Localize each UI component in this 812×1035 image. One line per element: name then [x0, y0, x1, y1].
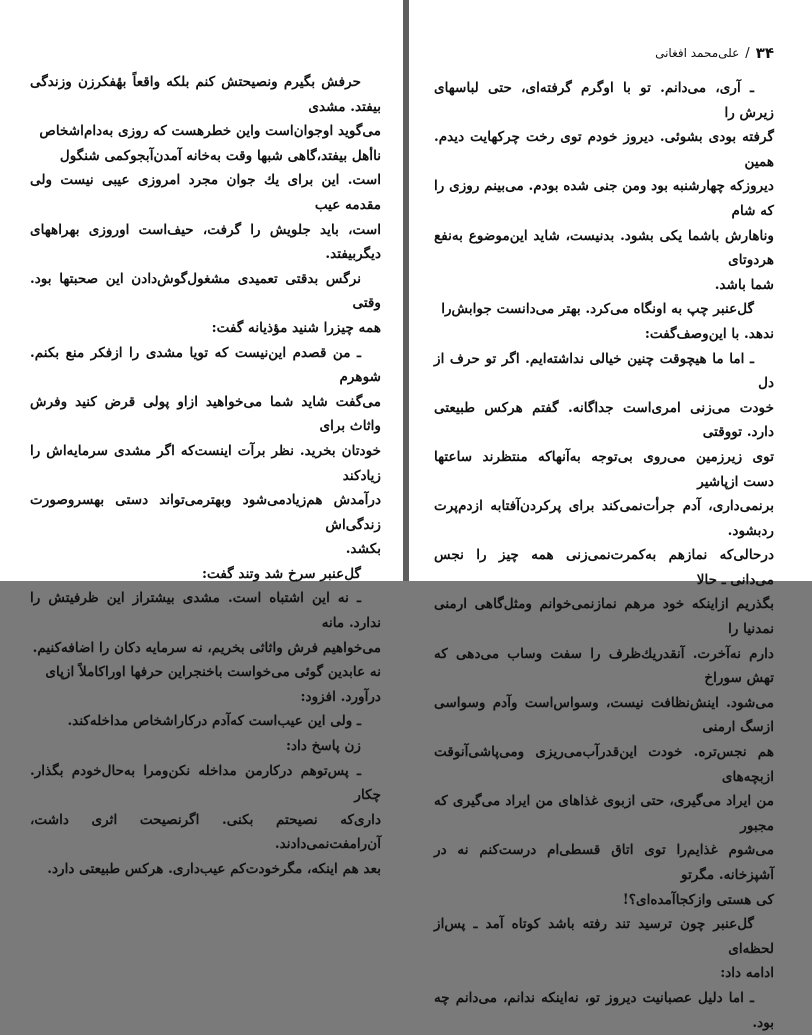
paragraph: گل‌عنبر چون ترسید تند رفته باشد کوتاه آمد ـ پس‌از لحظه‌ای ادامه داد: [434, 916, 774, 982]
left-page-text [30, 70, 381, 882]
header-separator: / [745, 45, 750, 61]
paragraph: حرفش بگیرم ونصیحتش کنم بلکه واقعاً بهٔفکرزن وزندگی بیفتد. مشدی می‌گوید اوجوان‌است واین خطرهست که روزی به‌دام‌اشخاص ناأهل بیفتد،گاهی شبها وقت به‌خانه آمدن‌آبجوکمی شنگول است. این برای یك جوان مجرد امروزی عیبی نیست ولی مقدمه عیب است، باید جلویش را گرفت، حیف‌است اوروزی بهراههای دیگربیفتد. [30, 74, 381, 263]
left-page [0, 0, 403, 877]
paragraph: ـ ولی این عیب‌است که‌آدم درکاراشخاص مداخله‌کند. [67, 713, 361, 730]
paragraph: نرگس بدقتی تعمیدی مشغول‌گوش‌دادن این صحبتها بود. وقتی همه چیزرا شنید مؤذیانه گفت: [30, 270, 381, 336]
author-name: علی‌محمد افغانی [655, 46, 740, 60]
page-number: ۳۴ [755, 44, 774, 62]
paragraph: گل‌عنبر سرخ شد وتند گفت: [201, 565, 361, 582]
paragraph: گل‌عنبر چپ به اونگاه می‌کرد. بهتر می‌دانست جوابش‌را ندهد. با این‌وصف‌گفت: [441, 301, 774, 342]
right-page [409, 0, 812, 1031]
right-page-text [434, 76, 774, 1035]
paragraph: ـ اما دلیل عصبانیت دیروز تو، نه‌اینکه ندانم، می‌دانم چه بود. [434, 989, 774, 1031]
paragraph: ـ پس‌توهم درکارمن مداخله نکن‌ومرا به‌حال‌خودم بگذار. چکار داری‌که نصیحتم بکنی. اگرنصیحت اثری داشت، آن‌رامفت‌نمی‌دادند. بعد هم اینکه، مگرخودت‌کم عیب‌داری. هرکس طبیعتی دارد. [30, 762, 381, 877]
running-header [434, 44, 774, 62]
paragraph: ـ اما ما هیچوقت چنین خیالی نداشته‌ایم. اگر تو حرف از دل خودت می‌زنی امری‌است جداگانه. گفتم هرکس طبیعتی دارد. تووقتی توی زیرزمین می‌روی بی‌توجه به‌آنهاکه منتظرند ساعتها دست ازپاشیر برنمی‌داری، آدم جرأت‌نمی‌کند برای پرکردن‌آفتابه ازدم‌پرت ردبشود. درحالی‌که نمازهم به‌کمرت‌نمی‌زنی همه چیز را نجس می‌دانی ـ حالا بگذریم ازاینکه خود مرهم نمازنمی‌خوانم ومثل‌گاهی ارمنی نمدنیا را دارم نه‌آخرت. آنقدریك‌ظرف را سفت وساب می‌دهی که تهش سوراخ می‌شود. اینش‌نظافت نیست، وسواس‌است وآدم وسواسی ازسگ ارمنی هم نجس‌تره. خودت این‌قدرآب‌می‌ریزی ومی‌پاشی‌آنوقت ازبچه‌های من ایراد می‌گیری، حتی ازبوی غذاهای من ایراد می‌گیری که مجبور می‌شوم غذایم‌را توی اتاق قسطی‌ام درست‌کنم نه در آشپزخانه. مگرتو کی هستی وازکجاآمده‌ای؟! [434, 350, 774, 908]
paragraph: ـ نه این اشتباه است. مشدی بیشتراز این ظرفیتش را ندارد. مانه می‌خواهیم فرش واثاثی بخریم، نه سرمایه دکان را اضافه‌کنیم. نه عابدین گوئی می‌خواست باخنجراین حرفها اوراکاملاً ازپای درآورد. افزود: [30, 590, 381, 705]
paragraph: ـ من قصدم این‌نیست که تویا مشدی را ازفکر منع بکنم. شوهرم می‌گفت شاید شما می‌خواهید ازاو پولی قرض کنید وفرش واثاث برای خودتان بخرید. نظر برآت اینست‌که اگر مشدی سرمایه‌اش را زیادکند درآمدش هم‌زیادمی‌شود وبهترمی‌تواند دستی بهسروصورت زندگی‌اش بکشد. [30, 344, 381, 558]
paragraph: زن پاسخ داد: [285, 738, 361, 755]
paragraph: ـ آری، می‌دانم. تو با اوگرم گرفته‌ای، حتی لباسهای زیرش را گرفته بودی بشوئی. دیروز خودم توی رخت چرکهایت دیدم. همین دیروزکه چهارشنبه بود ومن جنی شده بودم. می‌بینم روزی را که شام وناهارش باشما یکی بشود. بدنیست، شاید این‌موضوع به‌نفع هردوتای شما باشد. [434, 80, 774, 293]
